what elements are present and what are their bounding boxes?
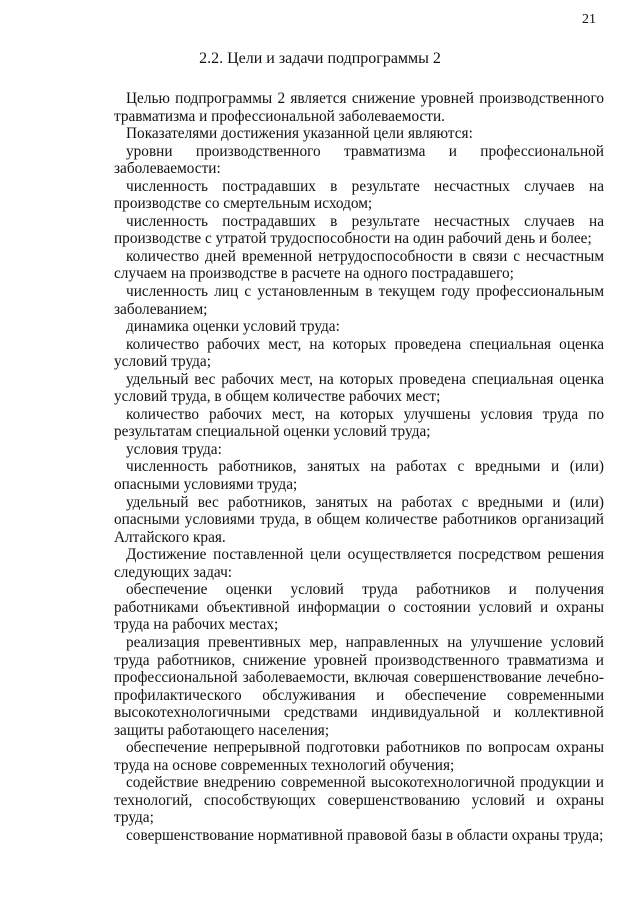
paragraph: численность работников, занятых на работах с вредными и (или) опасными условиями труда; bbox=[114, 458, 604, 494]
paragraph: Показателями достижения указанной цели являются: bbox=[126, 125, 473, 143]
paragraph: содействие внедрению современной высокотехнологичной продукции и технологий, способствующих совершенствованию условий и охраны труда; bbox=[114, 774, 604, 827]
paragraph: обеспечение оценки условий труда работников и получения работниками объективной информации о состоянии условий и охраны труда на рабочих местах; bbox=[114, 581, 604, 634]
paragraph: численность пострадавших в результате несчастных случаев на производстве с утратой трудоспособности на один рабочий день и более; bbox=[114, 212, 604, 248]
paragraph: совершенствование нормативной правовой базы в области охраны труда; bbox=[126, 826, 604, 844]
paragraph: удельный вес рабочих мест, на которых проведена специальная оценка условий труда, в общем количестве рабочих мест; bbox=[114, 370, 604, 406]
paragraph: количество рабочих мест, на которых проведена специальная оценка условий труда; bbox=[114, 335, 604, 371]
paragraph: количество дней временной нетрудоспособности в связи с несчастным случаем на производстве в расчете на одного пострадавшего; bbox=[114, 247, 604, 283]
paragraph: количество рабочих мест, на которых улучшены условия труда по результатам специальной оценки условий труда; bbox=[114, 405, 604, 441]
paragraph: условия труда: bbox=[126, 440, 222, 458]
document-body bbox=[114, 90, 604, 845]
paragraph: удельный вес работников, занятых на работах с вредными и (или) опасными условиями труда, в общем количестве работников организаций Алтайского края. bbox=[114, 493, 604, 546]
section-title: 2.2. Цели и задачи подпрограммы 2 bbox=[199, 50, 441, 67]
paragraph: Достижение поставленной цели осуществляется посредством решения следующих задач: bbox=[114, 546, 604, 581]
paragraph: численность лиц с установленным в текущем году профессиональным заболеванием; bbox=[114, 283, 604, 318]
paragraph: обеспечение непрерывной подготовки работников по вопросам охраны труда на основе современных технологий обучения; bbox=[114, 739, 604, 774]
paragraph: численность пострадавших в результате несчастных случаев на производстве со смертельным исходом; bbox=[114, 177, 604, 213]
paragraph: уровни производственного травматизма и профессиональной заболеваемости: bbox=[114, 142, 604, 178]
paragraph: Целью подпрограммы 2 является снижение уровней производственного травматизма и профессиональной заболеваемости. bbox=[114, 90, 604, 125]
paragraph: реализация превентивных мер, направленных на улучшение условий труда работников, снижение уровней производственного травматизма и профессиональной заболеваемости, включая совершенствование лечебно-профилактического обслуживания и обеспечение современными высокотехнологичными средствами индивидуальной и коллективной защиты работающего населения; bbox=[114, 633, 604, 739]
page-number: 21 bbox=[582, 12, 596, 27]
paragraph: динамика оценки условий труда: bbox=[126, 318, 340, 336]
